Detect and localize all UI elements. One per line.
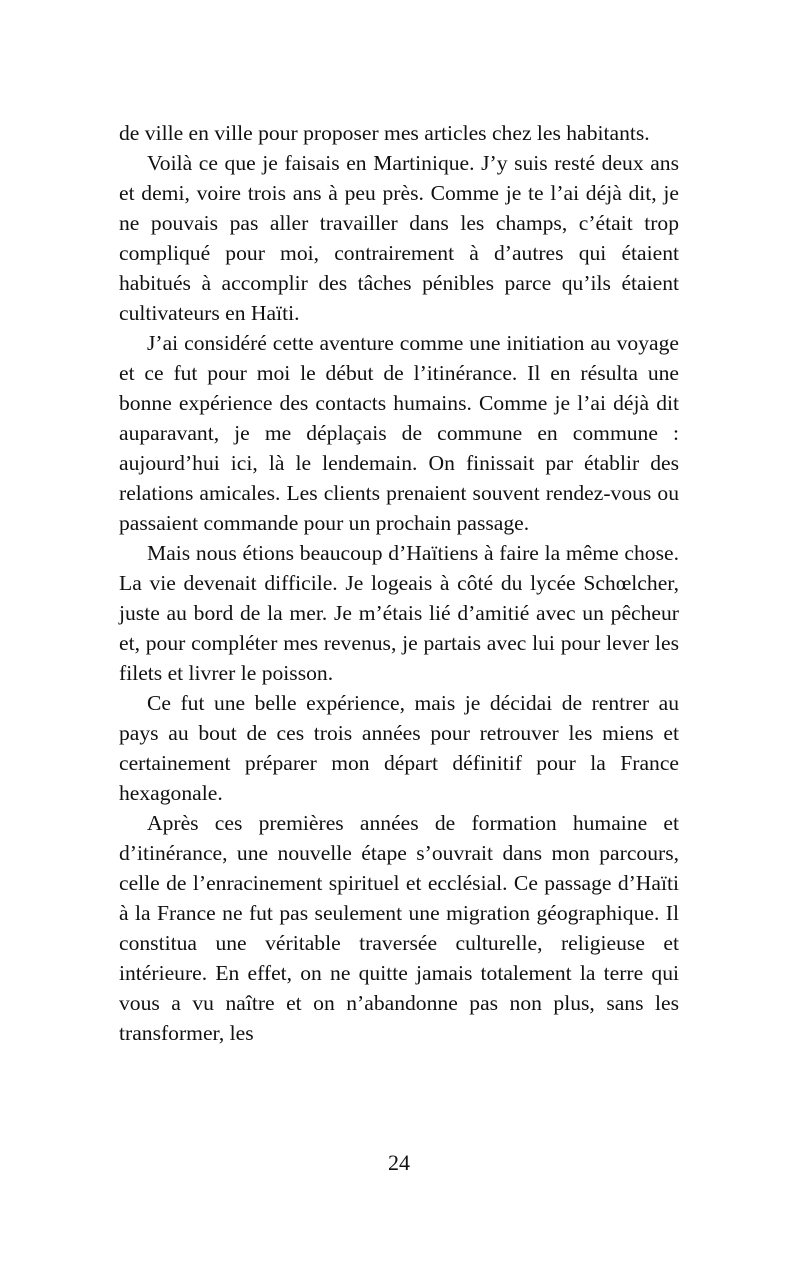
- page-body: [119, 118, 679, 1048]
- paragraph-haitiens: Mais nous étions beaucoup d’Haïtiens à faire la même chose. La vie devenait difficile. Je logeais à côté du lycée Schœlcher, juste au bord de la mer. Je m’étais lié d’amitié avec un pêcheur et, pour compléter mes revenus, je partais avec lui pour lever les filets et livrer le poisson.: [119, 541, 679, 685]
- paragraph-continuation: de ville en ville pour proposer mes articles chez les habitants.: [119, 121, 650, 145]
- paragraph-retour: Ce fut une belle expérience, mais je décidai de rentrer au pays au bout de ces trois années pour retrouver les miens et certainement préparer mon départ définitif pour la France hexagonale.: [119, 691, 679, 805]
- paragraph-martinique: Voilà ce que je faisais en Martinique. J’y suis resté deux ans et demi, voire trois ans à peu près. Comme je te l’ai déjà dit, je ne pouvais pas aller travailler dans les champs, c’était trop compliqué pour moi, contrairement à d’autres qui étaient habitués à accomplir des tâches pénibles parce qu’ils étaient cultivateurs en Haïti.: [119, 151, 679, 325]
- paragraph-initiation: J’ai considéré cette aventure comme une initiation au voyage et ce fut pour moi le début de l’itinérance. Il en résulta une bonne expérience des contacts humains. Comme je l’ai déjà dit auparavant, je me déplaçais de commune en commune : aujourd’hui ici, là le lendemain. On finissait par établir des relations amicales. Les clients prenaient souvent rendez-vous ou passaient commande pour un prochain passage.: [119, 331, 679, 535]
- page-number: 24: [388, 1150, 410, 1175]
- paragraph-enracinement: Après ces premières années de formation humaine et d’itinérance, une nouvelle étape s’ouvrait dans mon parcours, celle de l’enracinement spirituel et ecclésial. Ce passage d’Haïti à la France ne fut pas seulement une migration géographique. Il constitua une véritable traversée culturelle, religieuse et intérieure. En effet, on ne quitte jamais totalement la terre qui vous a vu naître et on n’abandonne pas non plus, sans les transformer, les: [119, 811, 679, 1045]
